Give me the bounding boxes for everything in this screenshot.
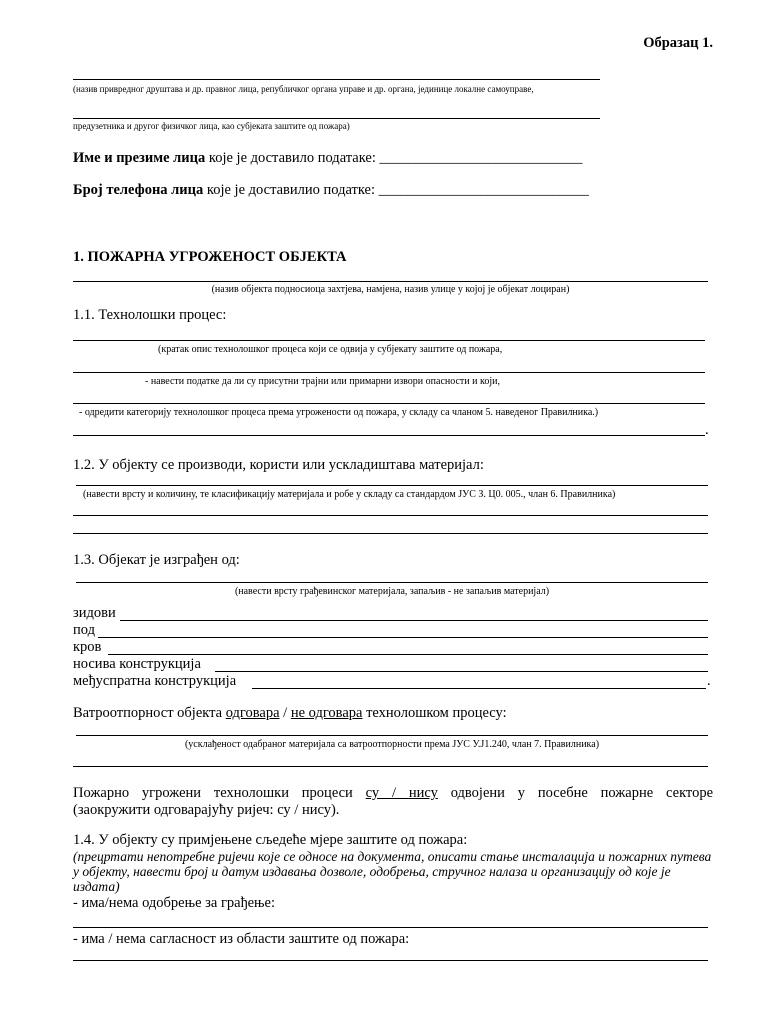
applicant-caption-1: (назив привредног друштава и др. правног лица, републичког органа управе и др. органа, јединице локалне самоуправе, bbox=[73, 84, 534, 94]
option-matches[interactable]: одговара bbox=[225, 705, 280, 721]
fire-resistance-text-1: Ватроотпорност објекта bbox=[73, 705, 226, 721]
interfloor-row bbox=[73, 673, 236, 690]
interfloor-end-dot: . bbox=[707, 673, 711, 689]
fire-resistance-line-1[interactable] bbox=[76, 735, 708, 736]
roof-row bbox=[73, 639, 101, 656]
fire-resistance-caption: (усклађеност одабраног материјала са ватроотпорности према ЈУС У.Ј1.240, члан 7. Правилника) bbox=[184, 739, 600, 750]
process-line-1[interactable] bbox=[73, 340, 705, 341]
person-phone-field[interactable]: _____________________________ bbox=[378, 182, 589, 198]
roof-label: кров bbox=[73, 639, 102, 655]
material-line-3[interactable] bbox=[73, 533, 708, 534]
person-phone-label-rest: које је доставилио податке: bbox=[203, 182, 379, 198]
fire-sectors-text-1: Пожарно угрожени технолошки процеси bbox=[73, 785, 366, 801]
fire-sectors-text-2: одвојени у посебне пожарне секторе bbox=[437, 785, 714, 801]
fire-resistance-line-2[interactable] bbox=[73, 766, 708, 767]
fire-resistance-text-2: технолошком процесу: bbox=[362, 705, 507, 721]
walls-field[interactable] bbox=[120, 620, 708, 621]
subsection-1-3-title: 1.3. Објекат је изграђен од: bbox=[73, 552, 240, 568]
construction-line[interactable] bbox=[76, 582, 708, 583]
section-1-title: 1. ПОЖАРНА УГРОЖЕНОСТ ОБЈЕКТА bbox=[73, 249, 347, 265]
process-line-2[interactable] bbox=[73, 372, 705, 373]
building-permit-item: - има/нема одобрење за грађење: bbox=[73, 895, 275, 911]
object-caption: (назив објекта подносиоца захтјева, намјена, назив улице у којој је објекат лоциран) bbox=[211, 284, 570, 295]
fire-resistance-row bbox=[73, 705, 507, 722]
walls-label: зидови bbox=[73, 605, 116, 621]
building-permit-line[interactable] bbox=[73, 927, 708, 928]
person-name-row bbox=[73, 150, 582, 167]
person-phone-row bbox=[73, 182, 589, 199]
walls-row bbox=[73, 605, 116, 622]
applicant-caption-2: предузетника и другог физичког лица, као субјеката заштите од пожара) bbox=[73, 121, 350, 131]
fire-sectors-line-1 bbox=[73, 785, 713, 802]
subsection-1-1-title: 1.1. Технолошки процес: bbox=[73, 307, 227, 323]
fire-sectors-line-2: (заокружити одговарајућу ријеч: су / нису). bbox=[73, 802, 340, 818]
subsection-1-2-title: 1.2. У објекту се производи, користи или ускладиштава материјал: bbox=[73, 457, 484, 473]
person-name-label-rest: које је доставило податаке: bbox=[205, 150, 380, 166]
subsection-1-4-title: 1.4. У објекту су примјењене сљедеће мјере заштите од пожара: bbox=[73, 832, 468, 848]
process-caption-2: - навести податке да ли су присутни трајни или примарни извори опасности и који, bbox=[145, 376, 500, 387]
material-caption: (навести врсту и количину, те класификацију материјала и робе у складу са стандардом ЈУС З. Ц0. 005., члан 6. Правилника) bbox=[83, 489, 616, 500]
material-line-1[interactable] bbox=[76, 485, 708, 486]
process-caption-3: - одредити категорију технолошког процеса према угрожености од пожара, у складу са чланом 5. наведеног Правилника.) bbox=[79, 407, 599, 418]
interfloor-label: међуспратна конструкција bbox=[73, 673, 237, 689]
fire-consent-line[interactable] bbox=[73, 960, 708, 961]
person-phone-label: Број телефона лица bbox=[73, 182, 204, 198]
fire-consent-item: - има / нема сагласност из области заштите од пожара: bbox=[73, 931, 410, 947]
floor-row bbox=[73, 622, 95, 639]
person-name-field[interactable]: ____________________________ bbox=[379, 150, 583, 166]
process-end-dot: . bbox=[705, 422, 709, 438]
floor-label: под bbox=[73, 622, 95, 638]
process-line-3[interactable] bbox=[73, 403, 705, 404]
form-number: Образац 1. bbox=[643, 35, 713, 51]
object-name-line[interactable] bbox=[73, 281, 708, 282]
material-line-2[interactable] bbox=[73, 515, 708, 516]
option-are-not[interactable]: су / нису bbox=[365, 785, 438, 801]
bearing-label: носива конструкција bbox=[73, 656, 201, 672]
construction-caption: (навести врсту грађевинског материјала, запаљив - не запаљив материјал) bbox=[234, 586, 550, 597]
applicant-name-line-2[interactable] bbox=[73, 118, 600, 119]
bearing-row bbox=[73, 656, 201, 673]
subsection-1-4-instructions: (прецртати непотребне ријечи које се односе на документа, описати стање инсталација и пожарних путева у објекту, навести број и датум издавања дозволе, одобрења, стручног налаза и организацију од које је издата) bbox=[73, 849, 712, 894]
process-caption-1: (кратак опис технолошког процеса који се одвија у субјекату заштите од пожара, bbox=[158, 344, 503, 355]
floor-field[interactable] bbox=[98, 637, 708, 638]
applicant-name-line[interactable] bbox=[73, 79, 600, 80]
option-not-matches[interactable]: не одговара bbox=[290, 705, 363, 721]
bearing-field[interactable] bbox=[215, 671, 708, 672]
person-name-label: Име и презиме лица bbox=[73, 150, 206, 166]
roof-field[interactable] bbox=[108, 654, 708, 655]
option-separator: / bbox=[279, 705, 291, 721]
interfloor-field[interactable] bbox=[252, 688, 706, 689]
process-line-4[interactable] bbox=[73, 435, 705, 436]
